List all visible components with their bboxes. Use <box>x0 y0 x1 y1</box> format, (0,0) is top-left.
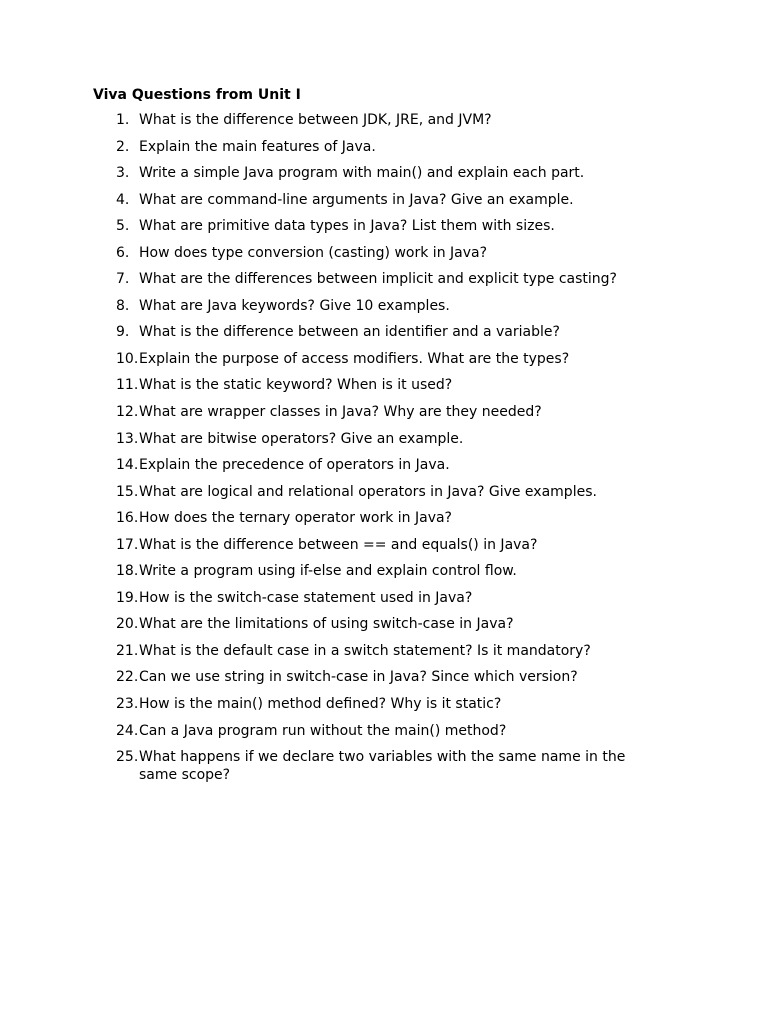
list-item <box>116 669 646 687</box>
question-number: 21. <box>116 642 139 659</box>
question-text: How does the ternary operator work in Java? <box>139 510 452 527</box>
list-item <box>116 484 646 502</box>
list-item <box>116 537 646 555</box>
question-number: 17. <box>116 536 139 553</box>
question-number: 13. <box>116 430 139 447</box>
question-text: What are the limitations of using switch-case in Java? <box>139 616 514 633</box>
question-number: 24. <box>116 722 139 739</box>
question-text: Write a simple Java program with main() and explain each part. <box>139 165 585 182</box>
list-item <box>116 590 646 608</box>
question-number: 10. <box>116 350 139 367</box>
question-text: What is the difference between an identifier and a variable? <box>139 324 560 341</box>
question-number: 14. <box>116 457 139 474</box>
list-item <box>116 563 646 581</box>
list-item <box>116 245 646 263</box>
question-text: How is the switch-case statement used in Java? <box>139 589 473 606</box>
question-text: What are bitwise operators? Give an example. <box>139 430 464 447</box>
page-title: Viva Questions from Unit I <box>93 87 301 103</box>
question-number: 16. <box>116 510 139 527</box>
question-number: 1. <box>116 112 130 128</box>
question-number: 4. <box>116 191 130 208</box>
question-number: 8. <box>116 297 130 314</box>
list-item <box>116 510 646 528</box>
list-item <box>116 218 646 236</box>
list-item <box>116 404 646 422</box>
question-text: What are Java keywords? Give 10 examples. <box>139 297 450 314</box>
question-text: What is the difference between == and equals() in Java? <box>139 536 538 553</box>
question-number: 12. <box>116 404 139 421</box>
list-item <box>116 192 646 210</box>
question-number: 25. <box>116 749 139 766</box>
list-item <box>116 139 646 157</box>
question-number: 9. <box>116 324 130 341</box>
question-text: How does type conversion (casting) work in Java? <box>139 244 488 261</box>
question-number: 22. <box>116 669 139 686</box>
list-item <box>116 298 646 316</box>
question-text: Explain the purpose of access modifiers. What are the types? <box>139 350 570 367</box>
question-text: What are command-line arguments in Java? Give an example. <box>139 191 574 208</box>
list-item <box>116 165 646 183</box>
question-number: 2. <box>116 138 130 155</box>
question-number: 5. <box>116 218 130 235</box>
question-text: What happens if we declare two variables with the same name in the same scope? <box>139 749 626 783</box>
question-text: What are the differences between implicit and explicit type casting? <box>139 271 617 288</box>
list-item <box>116 431 646 449</box>
question-text: Write a program using if-else and explain control flow. <box>139 563 517 580</box>
question-number: 11. <box>116 377 139 394</box>
question-text: What are wrapper classes in Java? Why are they needed? <box>139 404 542 421</box>
list-item <box>116 643 646 661</box>
question-number: 3. <box>116 165 130 182</box>
question-text: What is the difference between JDK, JRE, and JVM? <box>139 112 492 128</box>
list-item <box>116 324 646 342</box>
question-text: Can we use string in switch-case in Java? Since which version? <box>139 669 578 686</box>
list-item <box>116 457 646 475</box>
question-text: Can a Java program run without the main() method? <box>139 722 507 739</box>
question-list <box>116 112 646 793</box>
question-number: 20. <box>116 616 139 633</box>
question-number: 6. <box>116 244 130 261</box>
question-text: What is the static keyword? When is it used? <box>139 377 453 394</box>
list-item <box>116 616 646 634</box>
question-text: What are logical and relational operators in Java? Give examples. <box>139 483 597 500</box>
list-item <box>116 271 646 289</box>
question-number: 15. <box>116 483 139 500</box>
question-text: What is the default case in a switch statement? Is it mandatory? <box>139 642 591 659</box>
list-item <box>116 377 646 395</box>
question-text: What are primitive data types in Java? List them with sizes. <box>139 218 555 235</box>
list-item <box>116 723 646 741</box>
question-text: How is the main() method defined? Why is it static? <box>139 696 502 713</box>
list-item <box>116 112 646 130</box>
question-number: 23. <box>116 696 139 713</box>
question-number: 18. <box>116 563 139 580</box>
question-text: Explain the main features of Java. <box>139 138 376 155</box>
list-item <box>116 351 646 369</box>
question-text: Explain the precedence of operators in Java. <box>139 457 450 474</box>
list-item <box>116 749 646 784</box>
question-number: 19. <box>116 589 139 606</box>
question-number: 7. <box>116 271 130 288</box>
list-item <box>116 696 646 714</box>
